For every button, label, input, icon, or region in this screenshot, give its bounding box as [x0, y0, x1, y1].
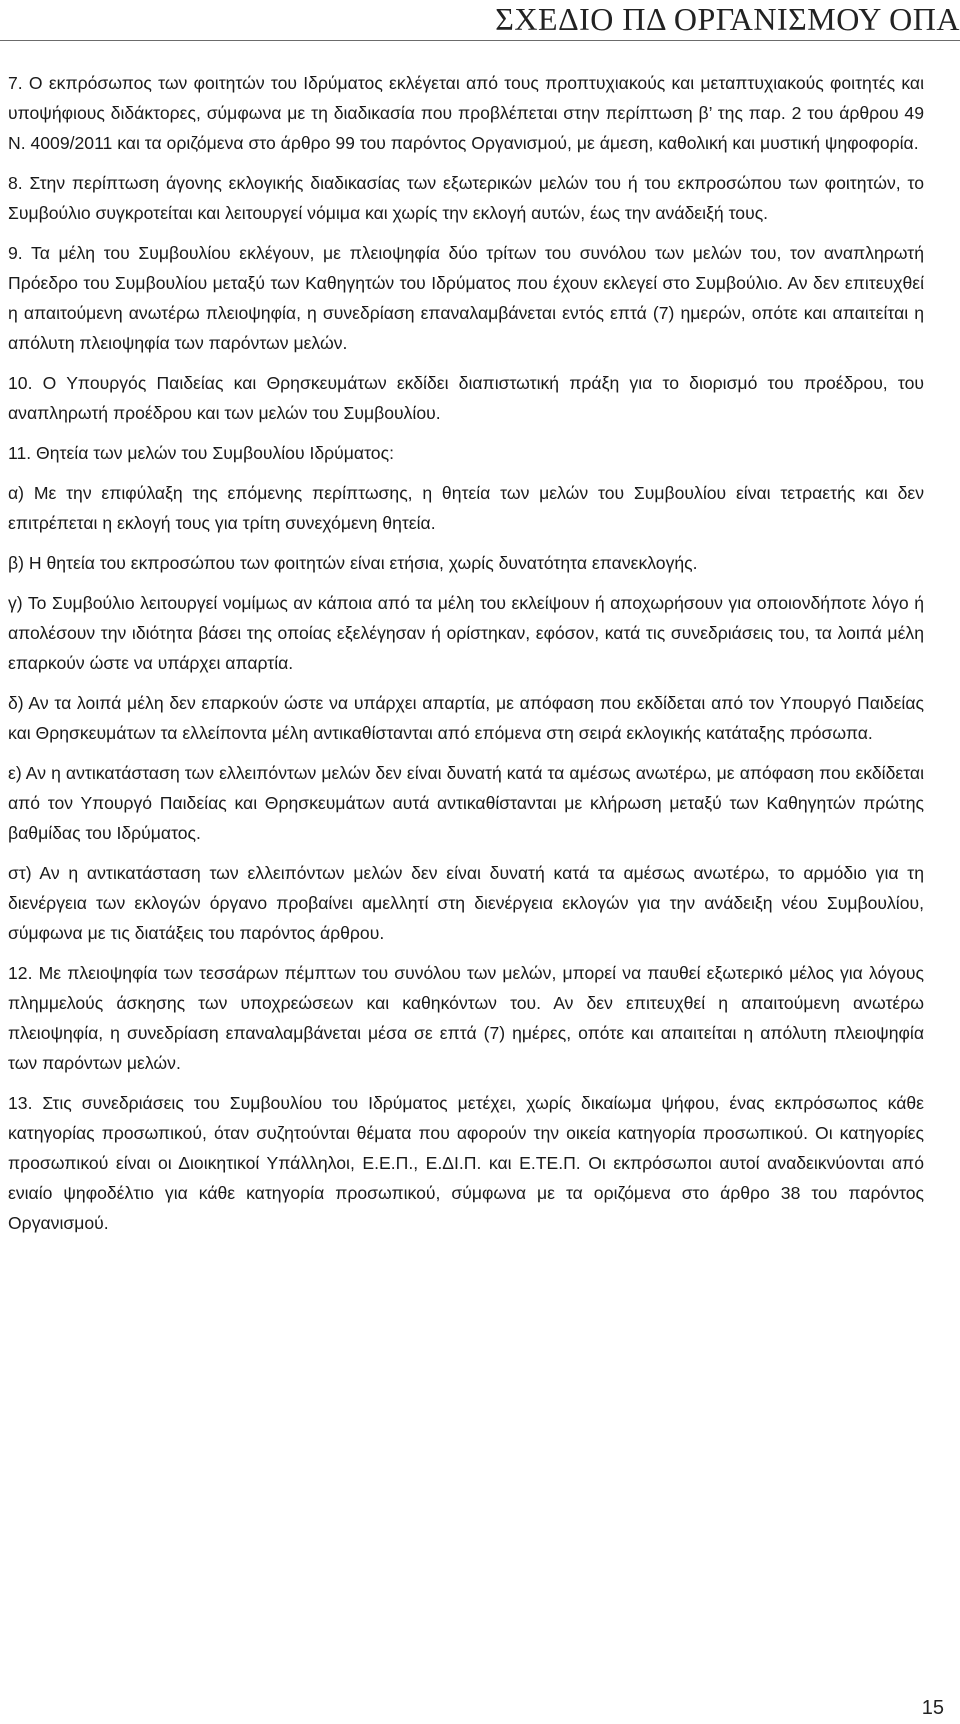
- paragraph-13: 13. Στις συνεδριάσεις του Συμβουλίου του Ιδρύματος μετέχει, χωρίς δικαίωμα ψήφου, ένας εκπρόσωπος κάθε κατηγορίας προσωπικού, όταν συζητούνται θέματα που αφορούν την οικεία κατηγορία προσωπικού. Οι κατηγορίες προσωπικού είναι οι Διοικητικοί Υπάλληλοι, Ε.Ε.Π., Ε.ΔΙ.Π. και Ε.ΤΕ.Π. Οι εκπρόσωποι αυτοί αναδεικνύονται από ενιαίο ψηφοδέλτιο για κάθε κατηγορία προσωπικού, σύμφωνα με τα οριζόμενα στο άρθρο 38 του παρόντος Οργανισμού.: [8, 1093, 924, 1233]
- header-divider: [0, 40, 960, 41]
- page-header-title: ΣΧΕΔΙΟ ΠΔ ΟΡΓΑΝΙΣΜΟΥ ΟΠΑ: [495, 1, 960, 37]
- paragraph-11b: β) Η θητεία του εκπροσώπου των φοιτητών είναι ετήσια, χωρίς δυνατότητα επανεκλογής.: [8, 553, 698, 573]
- paragraph-7: 7. Ο εκπρόσωπος των φοιτητών του Ιδρύματος εκλέγεται από τους προπτυχιακούς και μεταπτυχιακούς φοιτητές και υποψήφιους διδάκτορες, σύμφωνα με τη διαδικασία που προβλέπεται στην περίπτωση β’ της παρ. 2 του άρθρου 49 Ν. 4009/2011 και τα οριζόμενα στο άρθρο 99 του παρόντος Οργανισμού, με άμεση, καθολική και μυστική ψηφοφορία.: [8, 73, 924, 153]
- paragraph-11: 11. Θητεία των μελών του Συμβουλίου Ιδρύματος:: [8, 443, 394, 463]
- paragraph-10: 10. Ο Υπουργός Παιδείας και Θρησκευμάτων εκδίδει διαπιστωτική πράξη για το διορισμό του προέδρου, του αναπληρωτή προέδρου και των μελών του Συμβουλίου.: [8, 373, 924, 423]
- paragraph-11d: δ) Αν τα λοιπά μέλη δεν επαρκούν ώστε να υπάρχει απαρτία, με απόφαση που εκδίδεται από τον Υπουργό Παιδείας και Θρησκευμάτων τα ελλείποντα μέλη αντικαθίστανται από επόμενα στη σειρά εκλογικής κατάταξης πρόσωπα.: [8, 693, 924, 743]
- paragraph-11st: στ) Αν η αντικατάσταση των ελλειπόντων μελών δεν είναι δυνατή κατά τα αμέσως ανωτέρω, το αρμόδιο για τη διενέργεια των εκλογών όργανο προβαίνει αμελλητί στη διενέργεια εκλογών για την ανάδειξη νέου Συμβουλίου, σύμφωνα με τις διατάξεις του παρόντος άρθρου.: [8, 863, 924, 943]
- document-body: [8, 68, 924, 1248]
- paragraph-12: 12. Με πλειοψηφία των τεσσάρων πέμπτων του συνόλου των μελών, μπορεί να παυθεί εξωτερικό μέλος για λόγους πλημμελούς άσκησης των υποχρεώσεων και καθηκόντων του. Αν δεν επιτευχθεί η απαιτούμενη ανωτέρω πλειοψηφία, η συνεδρίαση επαναλαμβάνεται μέσα σε επτά (7) ημέρες, οπότε και απαιτείται η απόλυτη πλειοψηφία των παρόντων μελών.: [8, 963, 924, 1073]
- paragraph-11a: α) Με την επιφύλαξη της επόμενης περίπτωσης, η θητεία των μελών του Συμβουλίου είναι τετραετής και δεν επιτρέπεται η εκλογή τους για τρίτη συνεχόμενη θητεία.: [8, 483, 924, 533]
- page-number: 15: [921, 1697, 944, 1719]
- paragraph-11e: ε) Αν η αντικατάσταση των ελλειπόντων μελών δεν είναι δυνατή κατά τα αμέσως ανωτέρω, με απόφαση που εκδίδεται από τον Υπουργό Παιδείας και Θρησκευμάτων αυτά αντικαθίστανται με κλήρωση μεταξύ των Καθηγητών πρώτης βαθμίδας του Ιδρύματος.: [8, 763, 924, 843]
- paragraph-9: 9. Τα μέλη του Συμβουλίου εκλέγουν, με πλειοψηφία δύο τρίτων του συνόλου των μελών του, τον αναπληρωτή Πρόεδρο του Συμβουλίου μεταξύ των Καθηγητών του Ιδρύματος που έχουν εκλεγεί στο Συμβούλιο. Αν δεν επιτευχθεί η απαιτούμενη ανωτέρω πλειοψηφία, η συνεδρίαση επαναλαμβάνεται εντός επτά (7) ημερών, οπότε και απαιτείται η απόλυτη πλειοψηφία των παρόντων μελών.: [8, 243, 924, 353]
- paragraph-8: 8. Στην περίπτωση άγονης εκλογικής διαδικασίας των εξωτερικών μελών του ή του εκπροσώπου των φοιτητών, το Συμβούλιο συγκροτείται και λειτουργεί νόμιμα και χωρίς την εκλογή αυτών, έως την ανάδειξή τους.: [8, 173, 924, 223]
- paragraph-11c: γ) Το Συμβούλιο λειτουργεί νομίμως αν κάποια από τα μέλη του εκλείψουν ή αποχωρήσουν για οποιονδήποτε λόγο ή απολέσουν την ιδιότητα βάσει της οποίας εξελέγησαν ή ορίστηκαν, εφόσον, κατά τις συνεδριάσεις του, τα λοιπά μέλη επαρκούν ώστε να υπάρχει απαρτία.: [8, 593, 924, 673]
